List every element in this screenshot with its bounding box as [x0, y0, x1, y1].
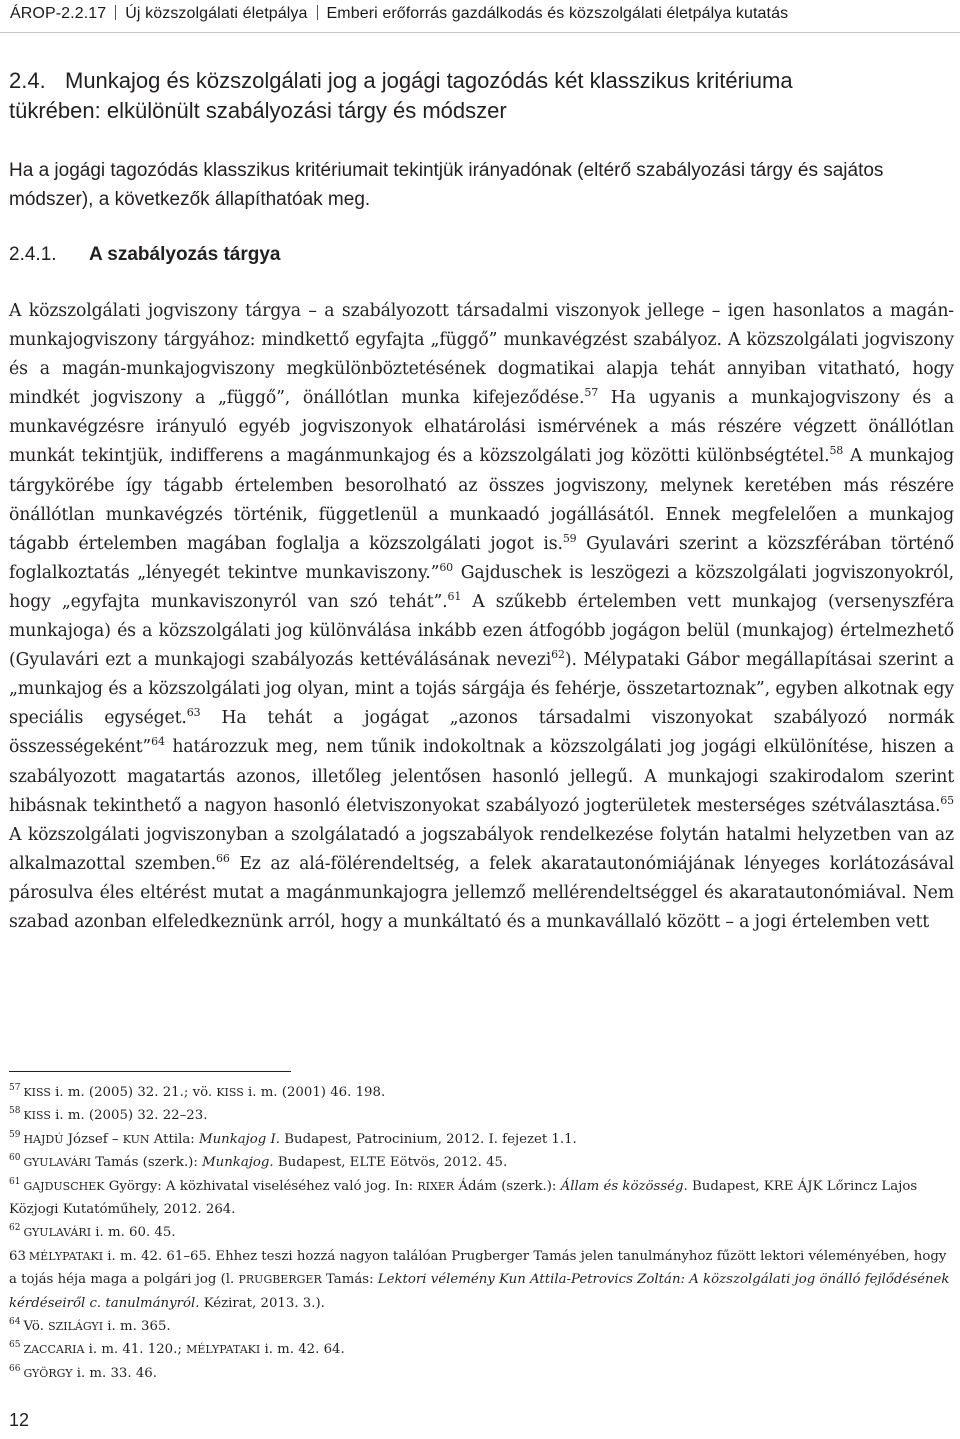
footnote-61 — [9, 1175, 954, 1222]
author-name: RIXER — [417, 1179, 455, 1193]
footnote-text: i. m. (2005) 32. 21.; vö. — [50, 1085, 217, 1100]
footnote-number: 57 — [9, 1083, 21, 1093]
body-text: A szűkebb értelemben vett munkajog (versenyszféra munkajoga) és a közszolgálati jog különválása inkább ezen átfogóbb jogágon belül (munkajog) értelmezhető (Gyulavári ezt a munkajogi szabályozás kettéválásának nevezi — [9, 591, 954, 671]
author-name: KUN — [122, 1132, 150, 1146]
subsection-title: A szabályozás tárgya — [89, 244, 281, 265]
footnote-ref-65[interactable]: 65 — [940, 793, 954, 807]
footnote-text: József – — [63, 1131, 123, 1147]
footnote-number: 66 — [9, 1363, 21, 1374]
header-separator — [317, 5, 318, 20]
author-name: SZILÁGYI — [48, 1320, 104, 1334]
footnote-ref-57[interactable]: 57 — [584, 386, 599, 400]
section-title-line2: tükrében: elkülönült szabályozási tárgy és módszer — [9, 98, 507, 123]
body-text: Ha ugyanis a munkajogviszony és a munkavégzésre irányuló egyéb jogviszonyok elhatárolási ismérvének a más részére végzett önállótlan munkát tekintjük, indifferens a magánmunkajog és a közszolgálati jog közötti különbségtétel. — [9, 388, 954, 467]
author-name: GYULAVÁRI — [23, 1156, 92, 1170]
body-text: ). Mélypataki Gábor megállapításai szerint a „munkajog és a közszolgálati jog olyan, mint a tojás sárgája és fehérje, összetartoznak”, egyben alkotnak egy speciális egységet. — [9, 650, 955, 729]
footnote-text: . Budapest, KRE ÁJK Lőrincz Lajos Közjogi Kutatóműhely, 2012. 264. — [9, 1178, 918, 1218]
footnote-ref-64[interactable]: 64 — [151, 735, 165, 749]
footnote-ref-61[interactable]: 61 — [447, 589, 462, 603]
footnote-number: 60 — [9, 1153, 21, 1164]
header-rule — [0, 32, 960, 33]
body-text: Ez az alá-fölérendeltség, a felek akaratautonómiájának lényeges korlátozásával párosulva éles eltérést mutat a magánmunkajogra jellemző mellérendeltséggel és akaratautonómiával. Nem szabad azonban elfeledkeznünk arról, hogy a munkáltató és a munkavállaló között – a jogi értelemben vett — [9, 853, 954, 932]
footnote-number: 63 — [9, 1248, 26, 1264]
footnote-text: Ádám (szerk.): — [454, 1178, 561, 1194]
footnote-64 — [9, 1315, 954, 1338]
body-text: A munkajog tárgykörébe így tágabb értelemben besorolható az összes jogviszony, melynek keretében más részére önállótlan munkavégzés történik, függetlenül a munkaadó jogállásától. Ennek megfelelően a munkajog tágabb értelemben magában foglalja a közszolgálati jogot is. — [9, 446, 954, 554]
section-intro: Ha a jogági tagozódás klasszikus kritériumait tekintjük irányadónak (eltérő szabályozási tárgy és sajátos módszer), a következők állapíthatóak meg. — [9, 160, 884, 210]
author-name: ZACCARIA — [23, 1343, 85, 1357]
body-text: Gyulavári szerint a közszférában történő foglalkoztatás „lényegét tekintve munkaviszony.” — [9, 533, 954, 583]
author-name: MÉLYPATAKI — [28, 1249, 104, 1263]
footnote-66 — [9, 1362, 954, 1385]
section-number: 2.4. — [9, 68, 46, 93]
footnote-ref-62[interactable]: 62 — [551, 648, 565, 662]
footnote-ref-58[interactable]: 58 — [829, 444, 844, 458]
footnote-60 — [9, 1151, 954, 1174]
author-name: GAJDUSCHEK — [23, 1179, 105, 1193]
footnote-58 — [9, 1104, 954, 1127]
footnote-text: i. m. 33. 46. — [72, 1365, 157, 1381]
footnote-59 — [9, 1128, 954, 1151]
body-paragraph — [9, 297, 954, 937]
footnote-text: i. m. (2001) 46. 198. — [243, 1085, 386, 1100]
footnote-text: i. m. 365. — [103, 1319, 171, 1335]
header-text — [10, 5, 788, 23]
footnote-text: Budapest, Patrocinium, 2012. I. fejezet 1.1. — [280, 1131, 577, 1147]
running-header — [0, 0, 960, 44]
author-name: PRUGBERGER — [238, 1273, 322, 1287]
author-name: KISS — [23, 1086, 51, 1099]
work-title: Munkajog. — [202, 1155, 274, 1171]
subsection-number: 2.4.1. — [9, 244, 57, 265]
footnote-63 — [9, 1245, 954, 1315]
header-code: ÁROP-2.2.17 — [10, 5, 107, 22]
footnote-ref-66[interactable]: 66 — [216, 851, 230, 865]
footnote-text: Vö. — [23, 1319, 49, 1335]
body-text: Ha tehát a jogágat „azonos társadalmi viszonyokat szabályozó normák összességeként” — [9, 708, 955, 758]
footnote-number: 59 — [9, 1129, 21, 1140]
footnote-text: i. m. (2005) 32. 22–23. — [50, 1108, 208, 1124]
body-text: határozzuk meg, nem tűnik indokoltnak a közszolgálati jog jogági elkülönítése, hiszen a szabályozott magatartás azonos, illetőleg jelentősen hasonló jellegű. A munkajogi szakirodalom szerint hibásnak tekinthető a nagyon hasonló életviszonyokat szabályozó jogterületek mesterséges szétválasztása. — [9, 737, 954, 816]
header-subproject: Emberi erőforrás gazdálkodás és közszolgálati életpálya kutatás — [326, 5, 789, 22]
footnote-number: 61 — [9, 1176, 21, 1187]
footnote-text: Budapest, ELTE Eötvös, 2012. 45. — [273, 1155, 508, 1171]
footnote-57 — [9, 1081, 954, 1104]
author-name: HAJDÚ — [23, 1132, 64, 1146]
footnote-text: i. m. 41. 120.; — [84, 1342, 187, 1358]
footnote-text: Attila: — [149, 1131, 199, 1147]
work-title: Állam és közösség — [560, 1178, 684, 1194]
work-title: Lektori vélemény Kun Attila-Petrovics Zoltán: A közszolgálati jog önálló fejlődésének kérdéseiről c. tanulmányról. — [9, 1272, 950, 1311]
body-text: A közszolgálati jogviszonyban a szolgálatadó a jogszabályok rendelkezése folytán hatalmi helyzetben van az alkalmazottal szemben. — [9, 824, 954, 874]
subsection-heading — [9, 240, 954, 269]
work-title: Munkajog I. — [198, 1131, 281, 1147]
footnotes — [9, 1081, 954, 1385]
footnote-text: Tamás (szerk.): — [91, 1155, 203, 1171]
body-text: Gajduschek is leszögezi a közszolgálati jogviszonyokról, hogy „egyfajta munkaviszonyról van szó tehát”. — [9, 562, 954, 612]
body-text: A közszolgálati jogviszony tárgya – a szabályozott társadalmi viszonyok jellege – igen hasonlatos a magán-munkajogviszony tárgyához: mindkettő egyfajta „függő” munkavégzést szabályoz. A közszolgálati jogviszony és a magán-munkajogviszony megkülönböztetésének dogmatikai alapja tehát annyiban vitatható, hogy mindkét jogviszony a „függő”, önállótlan munka kifejeződése. — [9, 301, 954, 409]
footnote-65 — [9, 1338, 954, 1361]
footnote-text: Tamás: — [321, 1272, 378, 1288]
footnote-rule — [9, 1071, 291, 1072]
footnote-number: 64 — [9, 1317, 21, 1328]
footnote-ref-59[interactable]: 59 — [562, 531, 577, 545]
author-name: GYÖRGY — [23, 1366, 73, 1380]
footnote-text: György: A közhivatal viseléséhez való jog. In: — [104, 1178, 418, 1194]
page-number: 12 — [9, 1410, 30, 1430]
footnote-number: 58 — [9, 1106, 21, 1117]
footnote-text: i. m. 42. 64. — [260, 1342, 345, 1358]
footnote-62 — [9, 1221, 954, 1244]
author-name: MÉLYPATAKI — [186, 1343, 261, 1357]
header-project: Új közszolgálati életpálya — [125, 5, 308, 22]
footnote-ref-60[interactable]: 60 — [439, 560, 454, 574]
section-heading — [9, 66, 954, 126]
section-title-line1: Munkajog és közszolgálati jog a jogági tagozódás két klasszikus kritériuma — [65, 68, 793, 93]
footnote-number: 65 — [9, 1340, 21, 1351]
author-name: GYULAVÁRI — [23, 1226, 92, 1240]
footnote-ref-63[interactable]: 63 — [186, 706, 201, 720]
author-name: KISS — [23, 1109, 51, 1123]
author-name: KISS — [216, 1086, 244, 1099]
footnote-text: i. m. 60. 45. — [91, 1225, 176, 1241]
footnote-number: 62 — [9, 1223, 21, 1234]
footnote-text: i. m. 42. 61–65. Ehhez teszi hozzá nagyon találóan Prugberger Tamás jelen tanulmányhoz fűzött lektori véleményében, hogy a tojás héja maga a polgári jog (l. — [9, 1248, 947, 1288]
header-separator — [115, 5, 116, 20]
footnote-text: Kézirat, 2013. 3.). — [199, 1295, 325, 1311]
